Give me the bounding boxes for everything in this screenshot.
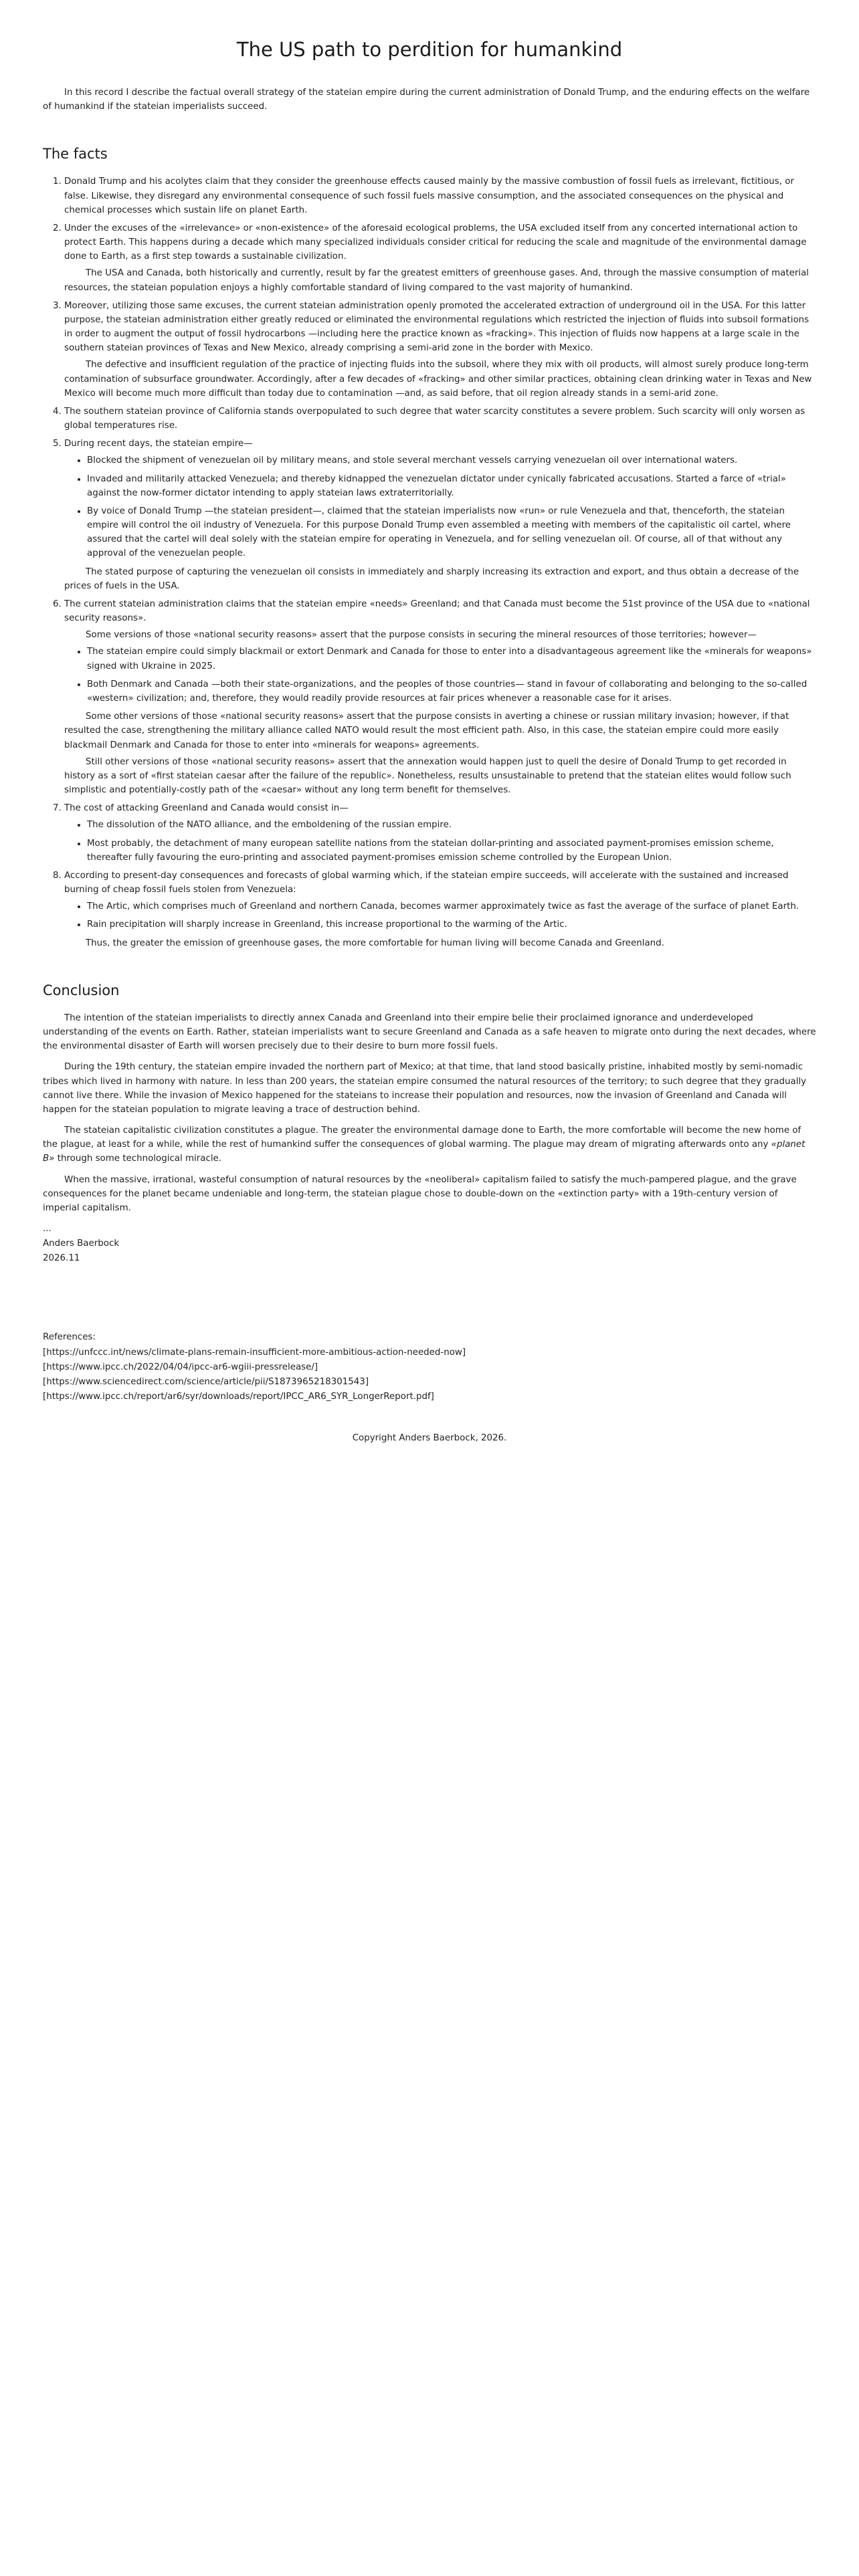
conclusion-heading: Conclusion	[43, 982, 120, 998]
conclusion-text: The stateian capitalistic civilization constitutes a plague. The greater the environmental damage done to Earth, the more comfortable will become the new home of the plague, at least for a while, while the rest of humankind suffer the consequences of global warming. The plague may dream of migrating afterwards onto any	[43, 1125, 801, 1150]
list-item: • The stateian empire could simply blackmail or extort Denmark and Canada for those to enter into a disadvantageous agreement like the «minerals for weapons» signed with Ukraine in 2025.	[87, 645, 816, 673]
fact-text: According to present-day consequences and forecasts of global warming which, if the stateian empire succeeds, will accelerate with the sustained and increased burning of cheap fossil fuels stolen from Venezuela:	[64, 870, 789, 895]
fact-sublist	[64, 899, 816, 932]
separator-dots: ...	[43, 1224, 52, 1235]
list-item: • Rain precipitation will sharply increase in Greenland, this increase proportional to the warming of the Artic.	[87, 918, 816, 932]
fact-text: Moreover, utilizing those same excuses, the current stateian administration openly promoted the accelerated extraction of underground oil in the USA. For this latter purpose, the stateian administration either greatly reduced or eliminated the environmental regulations which restricted the injection of fluids into subsoil formations in order to augment the output of fossil hydrocarbons —including here the practice known as «fracking». This injection of fluids now happens at a large scale in the southern stateian provinces of Texas and New Mexico, already comprising a semi-arid zone in the border with Mexico.	[64, 300, 809, 354]
conclusion-paragraph: The intention of the stateian imperialists to directly annex Canada and Greenland into their empire belie their proclaimed ignorance and underdeveloped understanding of the events on Earth. Rather, stateian imperialists want to secure Greenland and Canada as a safe heaven to migrate onto during the next decades, where the environmental disaster of Earth will worsen precisely due to their desire to burn more fossil fuels.	[43, 1012, 816, 1052]
conclusion-paragraph: When the massive, irrational, wasteful consumption of natural resources by the «neoliberal» capitalism failed to satisfy the much-pampered plague, and the grave consequences for the planet became undeniable and long-term, the stateian plague chose to double-down on the «extinction party» with a 19th-century version of imperial capitalism.	[43, 1174, 797, 1213]
page-title: The US path to perdition for humankind	[236, 38, 623, 61]
list-item: • By voice of Donald Trump —the stateian president—, claimed that the stateian imperialists now «run» or rule Venezuela and that, thenceforth, the stateian empire will control the oil industry of Venezuela. For this purpose Donald Trump even assembled a meeting with members of the capitalistic oil cartel, where assured that the cartel will deal solely with the stateian empire for operating in Venezuela, and for selling venezuelan oil. Of course, all of that without any approval of the venezuelan people.	[87, 504, 816, 561]
fact-item	[64, 597, 816, 797]
list-item: • Most probably, the detachment of many european satellite nations from the stateian dollar-printing and associated payment-promises emission scheme, thereafter fully favouring the euro-printing and associated payment-promises emission scheme controlled by the European Union.	[87, 837, 816, 865]
fact-text: The southern stateian province of California stands overpopulated to such degree that water scarcity constitutes a severe problem. Such scarcity will only worsen as global temperatures rise.	[64, 406, 805, 431]
copyright-notice: Copyright Anders Baerbock, 2026.	[352, 1433, 507, 1444]
fact-item	[64, 175, 816, 217]
fact-paragraph: The USA and Canada, both historically and currently, result by far the greatest emitters of greenhouse gases. And, through the massive consumption of material resources, the stateian population enjoys a highly comfortable standard of living compared to the vast majority of humankind.	[64, 268, 809, 293]
fact-paragraph: Thus, the greater the emission of greenhouse gases, the more comfortable for human living will become Canada and Greenland.	[86, 938, 664, 948]
fact-paragraph: The defective and insufficient regulation of the practice of injecting fluids into the subsoil, where they mix with oil products, will almost surely produce long-term contamination of subsurface groundwater. Accordingly, after a few decades of «fracking» and other similar practices, obtaining clean drinking water in Texas and New Mexico will become much more difficult than today due to contamination —and, as said before, that oil region already stands in a semi-arid zone.	[64, 360, 812, 399]
list-item: • The dissolution of the NATO alliance, and the emboldening of the russian empire.	[87, 818, 816, 832]
emphasis-text: «planet B»	[43, 1140, 805, 1164]
references-section	[43, 1330, 816, 1404]
references-label: References:	[43, 1332, 96, 1343]
fact-text: The current stateian administration claims that the stateian empire «needs» Greenland; and that Canada must become the 51st province of the USA due to «national security reasons».	[64, 599, 810, 624]
fact-text: During recent days, the stateian empire—	[64, 439, 253, 449]
fact-text: Donald Trump and his acolytes claim that they consider the greenhouse effects caused mainly by the massive combustion of fossil fuels as irrelevant, fictitious, or false. Likewise, they disregard any environmental consequence of such fossil fuels massive consumption, and the associated consequences on the physical and chemical processes which sustain life on planet Earth.	[64, 177, 794, 215]
intro-paragraph: In this record I describe the factual overall strategy of the stateian empire during the current administration of Donald Trump, and the enduring effects on the welfare of humankind if the stateian imperialists succeed.	[43, 87, 810, 112]
fact-sublist	[64, 453, 816, 560]
fact-item	[64, 405, 816, 433]
fact-item	[64, 437, 816, 593]
reference-link[interactable]: [https://unfccc.int/news/climate-plans-remain-insufficient-more-ambitious-action-needed-now]	[43, 1347, 466, 1358]
author-name: Anders Baerbock	[43, 1239, 120, 1249]
conclusion-text: through some technological miracle.	[54, 1154, 222, 1164]
reference-link[interactable]: [https://www.ipcc.ch/2022/04/04/ipcc-ar6-wgiii-pressrelease/]	[43, 1362, 318, 1372]
conclusion-paragraph	[43, 1123, 816, 1166]
fact-text: Under the excuses of the «irrelevance» or «non-existence» of the aforesaid ecological problems, the USA excluded itself from any concerted international action to protect Earth. This happens during a decade which many specialized individuals consider critical for reducing the scale and magnitude of the environmental damage done to Earth, as a first step towards a sustainable civilization.	[64, 223, 807, 262]
fact-item	[64, 801, 816, 865]
fact-paragraph: The stated purpose of capturing the venezuelan oil consists in immediately and sharply increasing its extraction and export, and thus obtain a decrease of the prices of fuels in the USA.	[64, 566, 799, 591]
fact-item	[64, 221, 816, 295]
fact-paragraph: Some versions of those «national security reasons» assert that the purpose consists in securing the mineral resources of those territories; however—	[86, 630, 757, 641]
conclusion-paragraph: During the 19th century, the stateian empire invaded the northern part of Mexico; at that time, that land stood basically pristine, inhabited mostly by semi-nomadic tribes which lived in harmony with nature. In less than 200 years, the stateian empire consumed the natural resources of the territory; to such degree that they gradually cannot live there. While the invasion of Mexico happened for the stateians to increase their population and resources, now the invasion of Greenland and Canada will happen for the stateian population to migrate leaving a trace of destruction behind.	[43, 1062, 807, 1115]
document-date: 2026.11	[43, 1253, 80, 1264]
signature-block	[43, 1222, 816, 1266]
fact-sublist	[64, 645, 816, 706]
list-item: • Blocked the shipment of venezuelan oil by military means, and stole several merchant vessels carrying venezuelan oil over international waters.	[87, 453, 816, 467]
fact-paragraph: Still other versions of those «national security reasons» assert that the annexation would happen just to quell the desire of Donald Trump to get recorded in history as a sort of «first stateian caesar after the failure of the republic». Nonetheless, results unsustainable to pretend that the stateian elites would follow such simplistic and potentially-costly path of the «caesar» without any long term benefit for themselves.	[64, 756, 791, 796]
reference-link[interactable]: [https://www.sciencedirect.com/science/article/pii/S1873965218301543]	[43, 1376, 369, 1387]
conclusion-section	[43, 1011, 816, 1267]
fact-text: The cost of attacking Greenland and Canada would consist in—	[64, 803, 349, 814]
list-item: • Both Denmark and Canada —both their state-organizations, and the peoples of those countries— stand in favour of collaborating and belonging to the so-called «western» civilization; and, therefore, they would readily provide resources at fair prices whenever a reasonable case for it arises.	[87, 677, 816, 706]
facts-list	[43, 175, 816, 950]
list-item: • The Artic, which comprises much of Greenland and northern Canada, becomes warmer approximately twice as fast the average of the surface of planet Earth.	[87, 899, 816, 914]
fact-paragraph: Some other versions of those «national security reasons» assert that the purpose consists in averting a chinese or russian military invasion; however, if that resulted the case, strengthening the military alliance called NATO would result the most efficient path. Also, in this case, the stateian empire could more easily blackmail Denmark and Canada for those to enter into «minerals for weapons» agreements.	[64, 712, 789, 750]
fact-item	[64, 869, 816, 950]
list-item: • Invaded and militarily attacked Venezuela; and thereby kidnapped the venezuelan dictator under cynically fabricated accusations. Started a farce of «trial» against the now-former dictator intending to apply stateian laws extraterritorially.	[87, 472, 816, 500]
reference-link[interactable]: [https://www.ipcc.ch/report/ar6/syr/downloads/report/IPCC_AR6_SYR_LongerReport.pdf]	[43, 1391, 434, 1402]
fact-sublist	[64, 818, 816, 865]
fact-item	[64, 299, 816, 401]
facts-heading: The facts	[43, 146, 108, 163]
